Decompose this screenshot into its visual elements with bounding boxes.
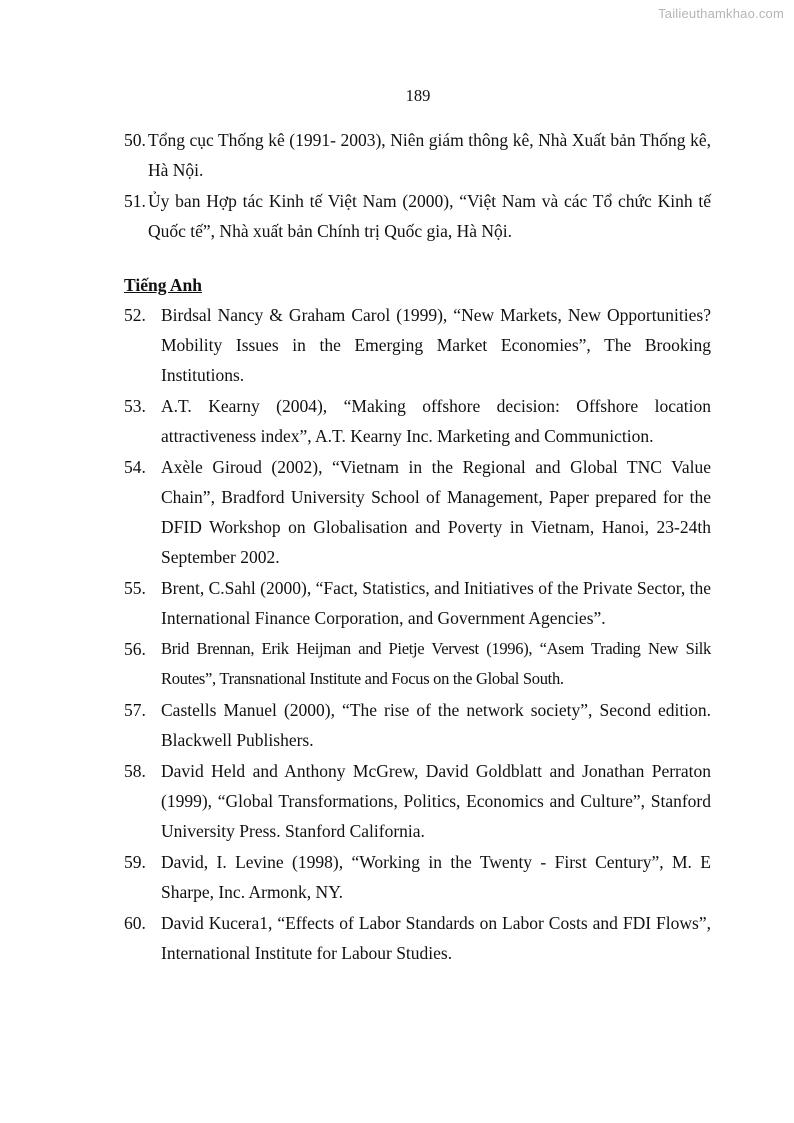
reference-text: Birdsal Nancy & Graham Carol (1999), “New Markets, New Opportunities? Mobility Issues in the Emerging Market Economies”, The Brooking Institutions. bbox=[161, 305, 711, 385]
reference-number: 57. bbox=[124, 700, 146, 720]
reference-number: 60. bbox=[124, 913, 146, 933]
reference-text: Tổng cục Thống kê (1991- 2003), Niên giám thông kê, Nhà Xuất bản Thống kê, Hà Nội. bbox=[148, 130, 711, 180]
reference-number: 58. bbox=[124, 761, 146, 781]
reference-item bbox=[124, 125, 711, 185]
reference-text: Ủy ban Hợp tác Kinh tế Việt Nam (2000), “Việt Nam và các Tổ chức Kinh tế Quốc tế”, Nhà xuất bản Chính trị Quốc gia, Hà Nội. bbox=[148, 191, 711, 241]
reference-item bbox=[124, 186, 711, 246]
page-number: 189 bbox=[405, 86, 431, 105]
reference-text: David Kucera1, “Effects of Labor Standards on Labor Costs and FDI Flows”, International Institute for Labour Studies. bbox=[161, 913, 711, 963]
reference-text: A.T. Kearny (2004), “Making offshore decision: Offshore location attractiveness index”, A.T. Kearny Inc. Marketing and Communiction. bbox=[161, 396, 711, 446]
reference-text: Castells Manuel (2000), “The rise of the network society”, Second edition. Blackwell Publishers. bbox=[161, 700, 711, 750]
reference-number: 52. bbox=[124, 305, 146, 325]
reference-number: 56. bbox=[124, 639, 146, 659]
reference-text: Brid Brennan, Erik Heijman and Pietje Vervest (1996), “Asem Trading New Silk Routes”, Transnational Institute and Focus on the Global South. bbox=[161, 639, 711, 688]
section-heading: Tiếng Anh bbox=[124, 275, 202, 295]
reference-number: 55. bbox=[124, 578, 146, 598]
reference-number: 51. bbox=[124, 191, 146, 211]
reference-list bbox=[124, 125, 711, 969]
reference-item bbox=[124, 847, 711, 907]
reference-text: Brent, C.Sahl (2000), “Fact, Statistics, and Initiatives of the Private Sector, the International Finance Corporation, and Government Agencies”. bbox=[161, 578, 711, 628]
reference-text: Axèle Giroud (2002), “Vietnam in the Regional and Global TNC Value Chain”, Bradford University School of Management, Paper prepared for the DFID Workshop on Globalisation and Poverty in Vietnam, Hanoi, 23-24th September 2002. bbox=[161, 457, 711, 567]
reference-item bbox=[124, 391, 711, 451]
reference-number: 59. bbox=[124, 852, 146, 872]
reference-item bbox=[124, 634, 711, 694]
reference-item bbox=[124, 573, 711, 633]
reference-text: David, I. Levine (1998), “Working in the Twenty - First Century”, M. E Sharpe, Inc. Armonk, NY. bbox=[161, 852, 711, 902]
reference-item bbox=[124, 695, 711, 755]
reference-number: 54. bbox=[124, 457, 146, 477]
reference-item bbox=[124, 908, 711, 968]
reference-item bbox=[124, 452, 711, 572]
reference-item bbox=[124, 300, 711, 390]
reference-number: 53. bbox=[124, 396, 146, 416]
reference-number: 50. bbox=[124, 130, 146, 150]
watermark: Tailieuthamkhao.com bbox=[658, 6, 784, 21]
reference-text: David Held and Anthony McGrew, David Goldblatt and Jonathan Perraton (1999), “Global Transformations, Politics, Economics and Culture”, Stanford University Press. Stanford California. bbox=[161, 761, 711, 841]
reference-item bbox=[124, 756, 711, 846]
